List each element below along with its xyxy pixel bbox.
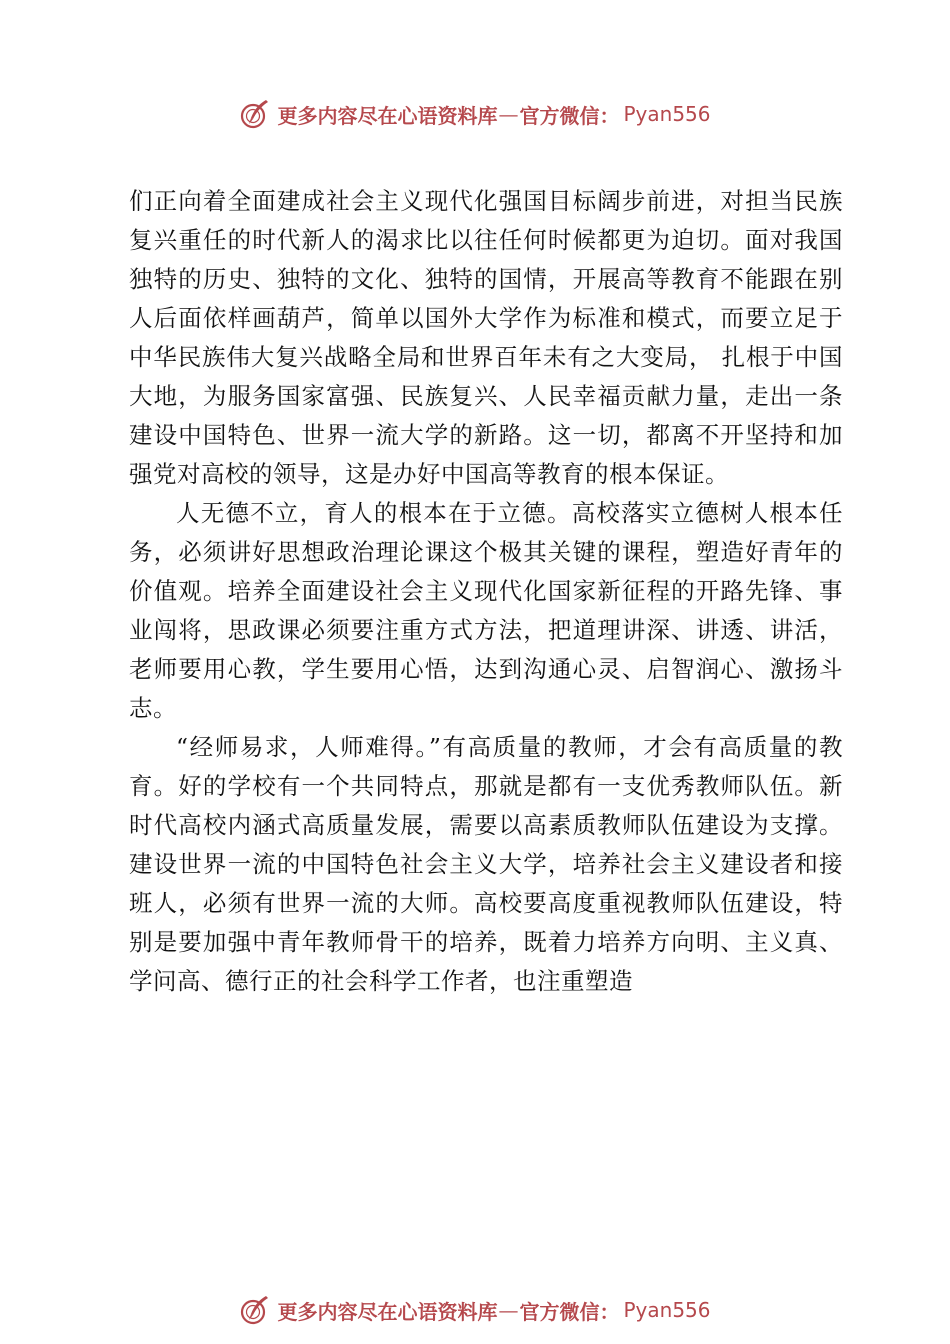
header-wechat-id: Pyan556 xyxy=(623,102,711,126)
quill-pen-seal-icon xyxy=(239,98,271,130)
footer-title: 更多内容尽在心语资料库 xyxy=(277,1299,498,1324)
header-title: 更多内容尽在心语资料库 xyxy=(277,103,498,128)
body-paragraph: 们正向着全面建成社会主义现代化强国目标阔步前进，对担当民族复兴重任的时代新人的渴求比以往任何时候都更为迫切。面对我国独特的历史、独特的文化、独特的国情，开展高等教育不能跟在别人后面依样画葫芦，简单以国外大学作为标准和模式，而要立足于中华民族伟大复兴战略全局和世界百年未有之大变局， 扎根于中国大地，为服务国家富强、民族复兴、人民幸福贡献力量，走出一条建设中国特色、世界一流大学的新路。这一切，都离不开坚持和加强党对高校的领导，这是办好中国高等教育的根本保证。 xyxy=(129,187,843,488)
document-body xyxy=(129,182,843,1001)
header-dash: — xyxy=(498,102,519,126)
body-paragraph: “经师易求，人师难得。”有高质量的教师，才会有高质量的教育。好的学校有一个共同特点，那就是都有一支优秀教师队伍。新时代高校内涵式高质量发展，需要以高素质教师队伍建设为支撑。建设世界一流的中国特色社会主义大学，培养社会主义建设者和接班人，必须有世界一流的大师。高校要高度重视教师队伍建设，特别是要加强中青年教师骨干的培养，既着力培养方向明、主义真、学问高、德行正的社会科学工作者，也注重塑造 xyxy=(129,733,843,995)
header-banner xyxy=(0,94,950,134)
footer-banner xyxy=(0,1290,950,1330)
body-paragraph: 人无德不立，育人的根本在于立德。高校落实立德树人根本任务，必须讲好思想政治理论课这个极其关键的课程，塑造好青年的价值观。培养全面建设社会主义现代化国家新征程的开路先锋、事业闯将，思政课必须要注重方式方法，把道理讲深、讲透、讲活，老师要用心教，学生要用心悟，达到沟通心灵、启智润心、激扬斗志。 xyxy=(129,499,843,722)
footer-dash: — xyxy=(498,1298,519,1322)
header-wechat-label: 官方微信： xyxy=(519,103,620,128)
quill-pen-seal-icon xyxy=(239,1294,271,1326)
footer-wechat-id: Pyan556 xyxy=(623,1298,711,1322)
footer-wechat-label: 官方微信： xyxy=(519,1299,620,1324)
